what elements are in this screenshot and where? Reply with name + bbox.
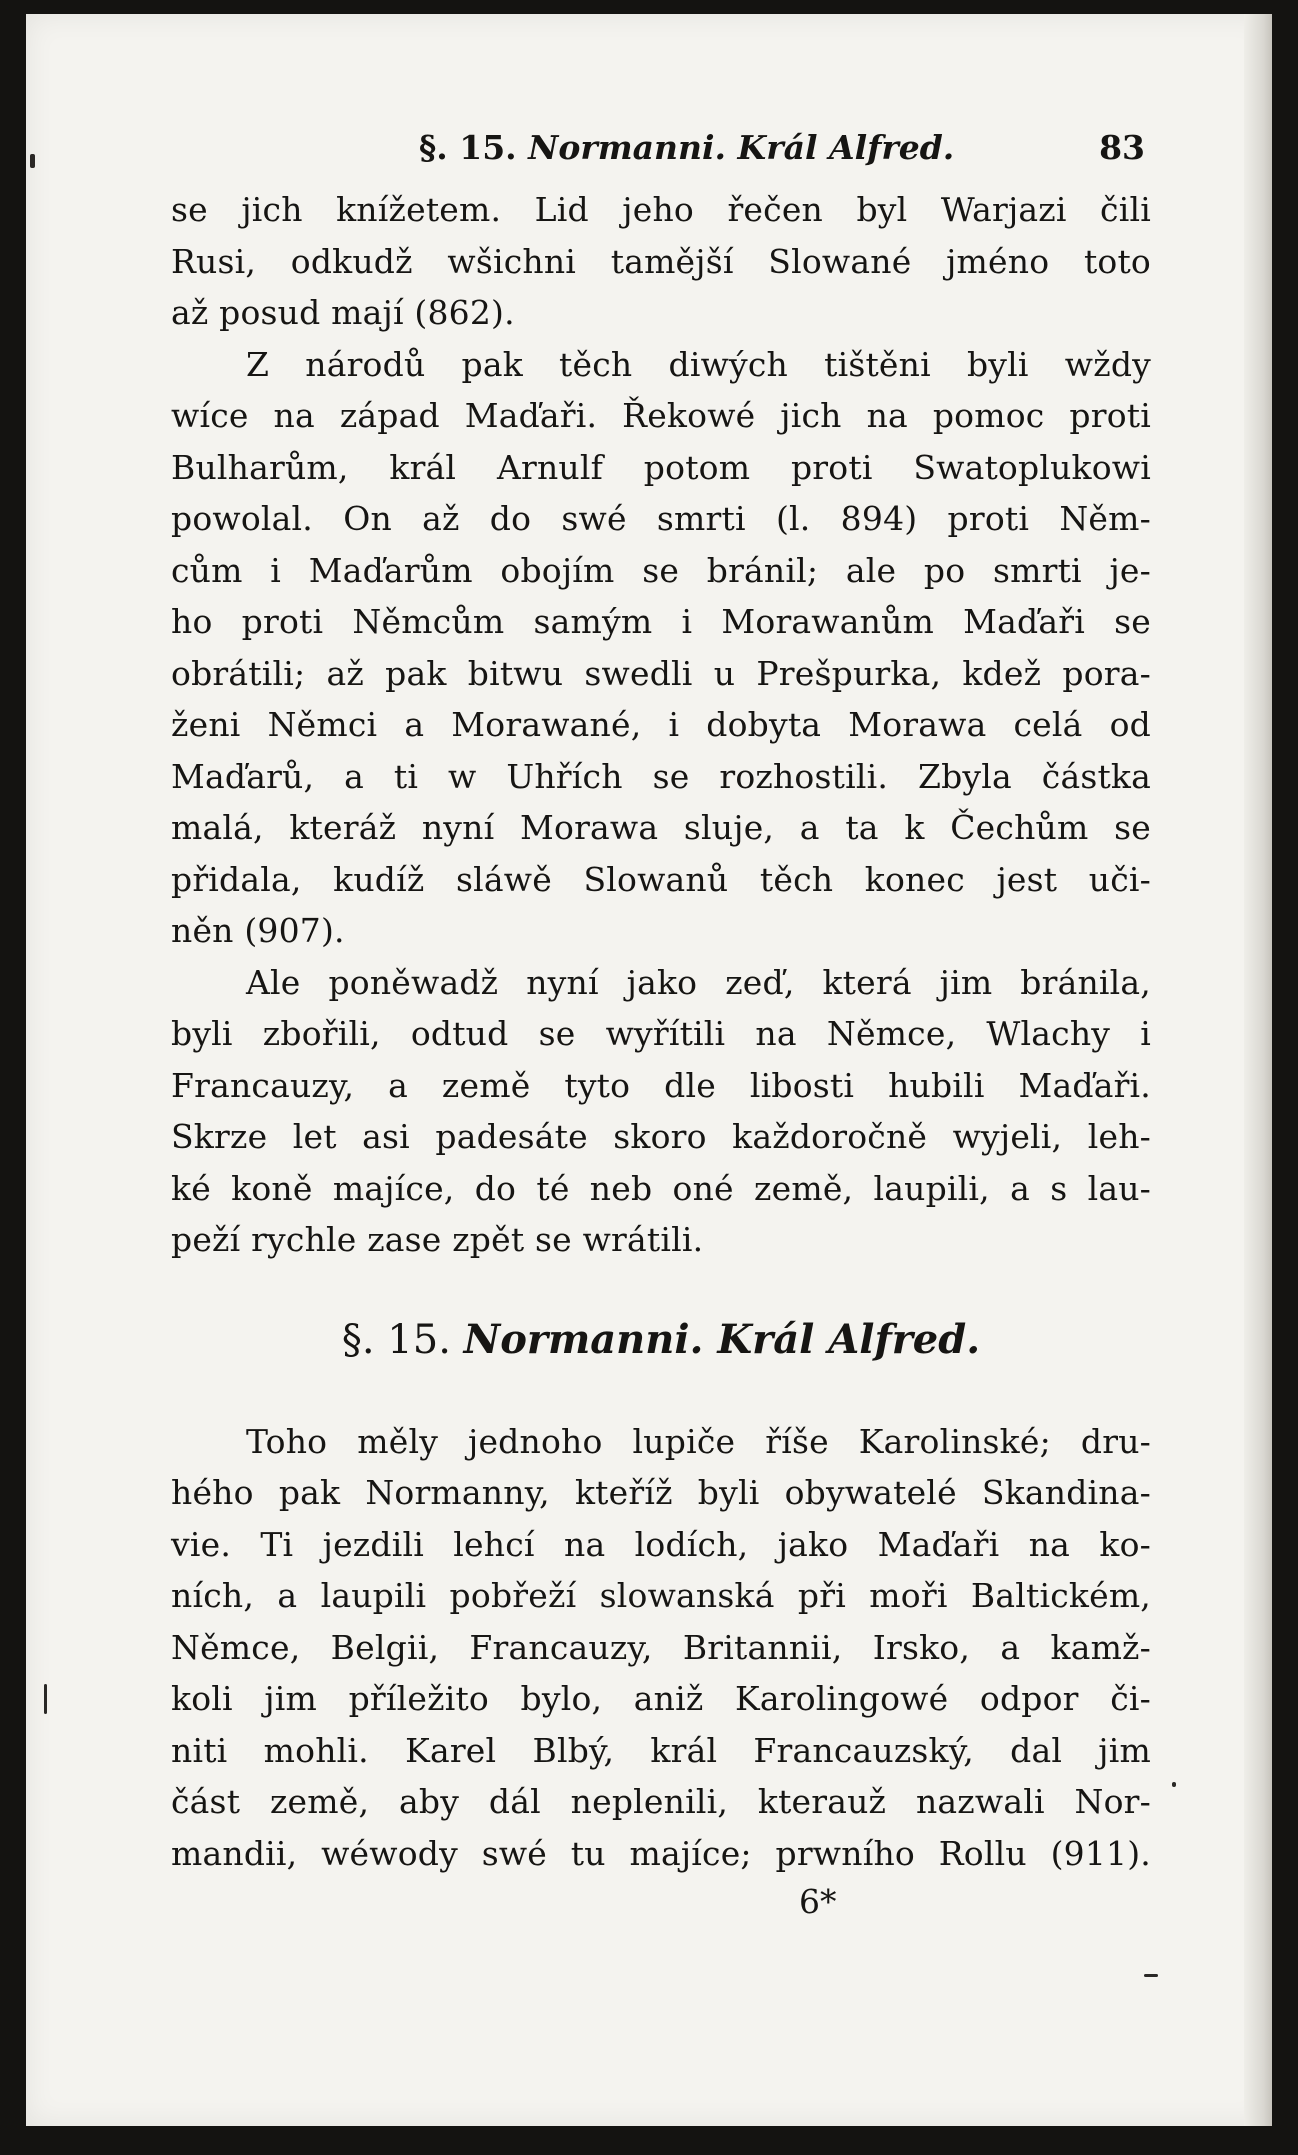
- text-line: niti mohli. Karel Blbý, král Francauzský, dal jim: [171, 1730, 1151, 1770]
- running-head: [171, 124, 1151, 184]
- book-page: [26, 14, 1272, 2126]
- text-line: Rusi, odkudž wšichni tamější Slowané jméno toto: [171, 241, 1151, 281]
- text-line: až posud mají (862).: [171, 293, 515, 332]
- text-line: byli zbořili, odtud se wyřítili na Němce, Wlachy i: [171, 1014, 1151, 1053]
- text-line: Němce, Belgii, Francauzy, Britannii, Irsko, a kamž-: [171, 1627, 1151, 1667]
- paragraph-2: [171, 339, 1151, 957]
- text-line: něn (907).: [171, 911, 345, 950]
- text-line: malá, kteráž nyní Morawa sluje, a ta k Čechům se: [171, 808, 1151, 847]
- text-line: Francauzy, a země tyto dle libosti hubili Maďaři.: [171, 1065, 1151, 1105]
- text-line: mandii, wéwody swé tu majíce; prwního Rollu (911).: [171, 1833, 1151, 1873]
- text-line: Toho měly jednoho lupiče říše Karolinské; dru-: [246, 1421, 1151, 1461]
- text-line: peží rychle zase zpět se wrátili.: [171, 1220, 704, 1259]
- text-line: Bulharům, král Arnulf potom proti Swatoplukowi: [171, 447, 1151, 487]
- text-line: ženi Němci a Morawané, i dobyta Morawa celá od: [171, 705, 1151, 744]
- text-line: se jich knížetem. Lid jeho řečen byl Warjazi čili: [171, 190, 1151, 229]
- paragraph-3: [171, 957, 1151, 1266]
- scan-speck: [30, 154, 35, 168]
- text-line: Ale poněwadž nyní jako zeď, která jim bránila,: [246, 962, 1151, 1002]
- text-line: přidala, kudíž sláwě Slowanů těch konec jest uči-: [171, 859, 1151, 899]
- running-head-title: [419, 128, 954, 167]
- page-text: [171, 124, 1151, 1925]
- running-head-chapter: Normanni. Král Alfred.: [528, 128, 955, 167]
- section-heading: [171, 1310, 1151, 1370]
- scan-speck: [1144, 1974, 1158, 1977]
- text-line: powolal. On až do swé smrti (l. 894) proti Něm-: [171, 499, 1151, 538]
- text-line: koli jim příležito bylo, aniž Karolingowé odpor či-: [171, 1679, 1151, 1718]
- scan-speck: [1172, 1782, 1176, 1787]
- section-number: §. 15.: [341, 1316, 451, 1363]
- section-title: Normanni. Král Alfred.: [463, 1315, 981, 1363]
- scan-speck: [44, 1684, 47, 1714]
- page-edge-shadow: [1244, 14, 1272, 2126]
- signature-mark: 6*: [799, 1882, 837, 1921]
- running-head-section: §. 15.: [419, 128, 517, 167]
- text-line: cům i Maďarům obojím se bránil; ale po smrti je-: [171, 550, 1151, 590]
- text-line: wíce na západ Maďaři. Řekowé jich na pomoc proti: [171, 396, 1151, 435]
- text-line: ních, a laupili pobřeží slowanská při moři Baltickém,: [171, 1576, 1151, 1615]
- text-line: hého pak Normanny, kteříž byli obywatelé Skandina-: [171, 1473, 1151, 1512]
- page-number: 83: [1099, 128, 1145, 167]
- text-line: obrátili; až pak bitwu swedli u Prešpurka, kdež pora-: [171, 653, 1151, 693]
- paragraph-1: [171, 184, 1151, 339]
- text-line: vie. Ti jezdili lehcí na lodích, jako Maďaři na ko-: [171, 1524, 1151, 1564]
- text-line: ho proti Němcům samým i Morawanům Maďaři se: [171, 602, 1151, 641]
- text-line: Skrze let asi padesáte skoro každoročně wyjeli, leh-: [171, 1117, 1151, 1156]
- text-line: Maďarů, a ti w Uhřích se rozhostili. Zbyla částka: [171, 756, 1151, 796]
- text-line: ké koně majíce, do té neb oné země, laupili, a s lau-: [171, 1168, 1151, 1208]
- text-line: Z národů pak těch diwých tištěni byli wždy: [246, 344, 1151, 384]
- paragraph-4: [171, 1416, 1151, 1880]
- text-line: část země, aby dál neplenili, kterauž nazwali Nor-: [171, 1782, 1151, 1821]
